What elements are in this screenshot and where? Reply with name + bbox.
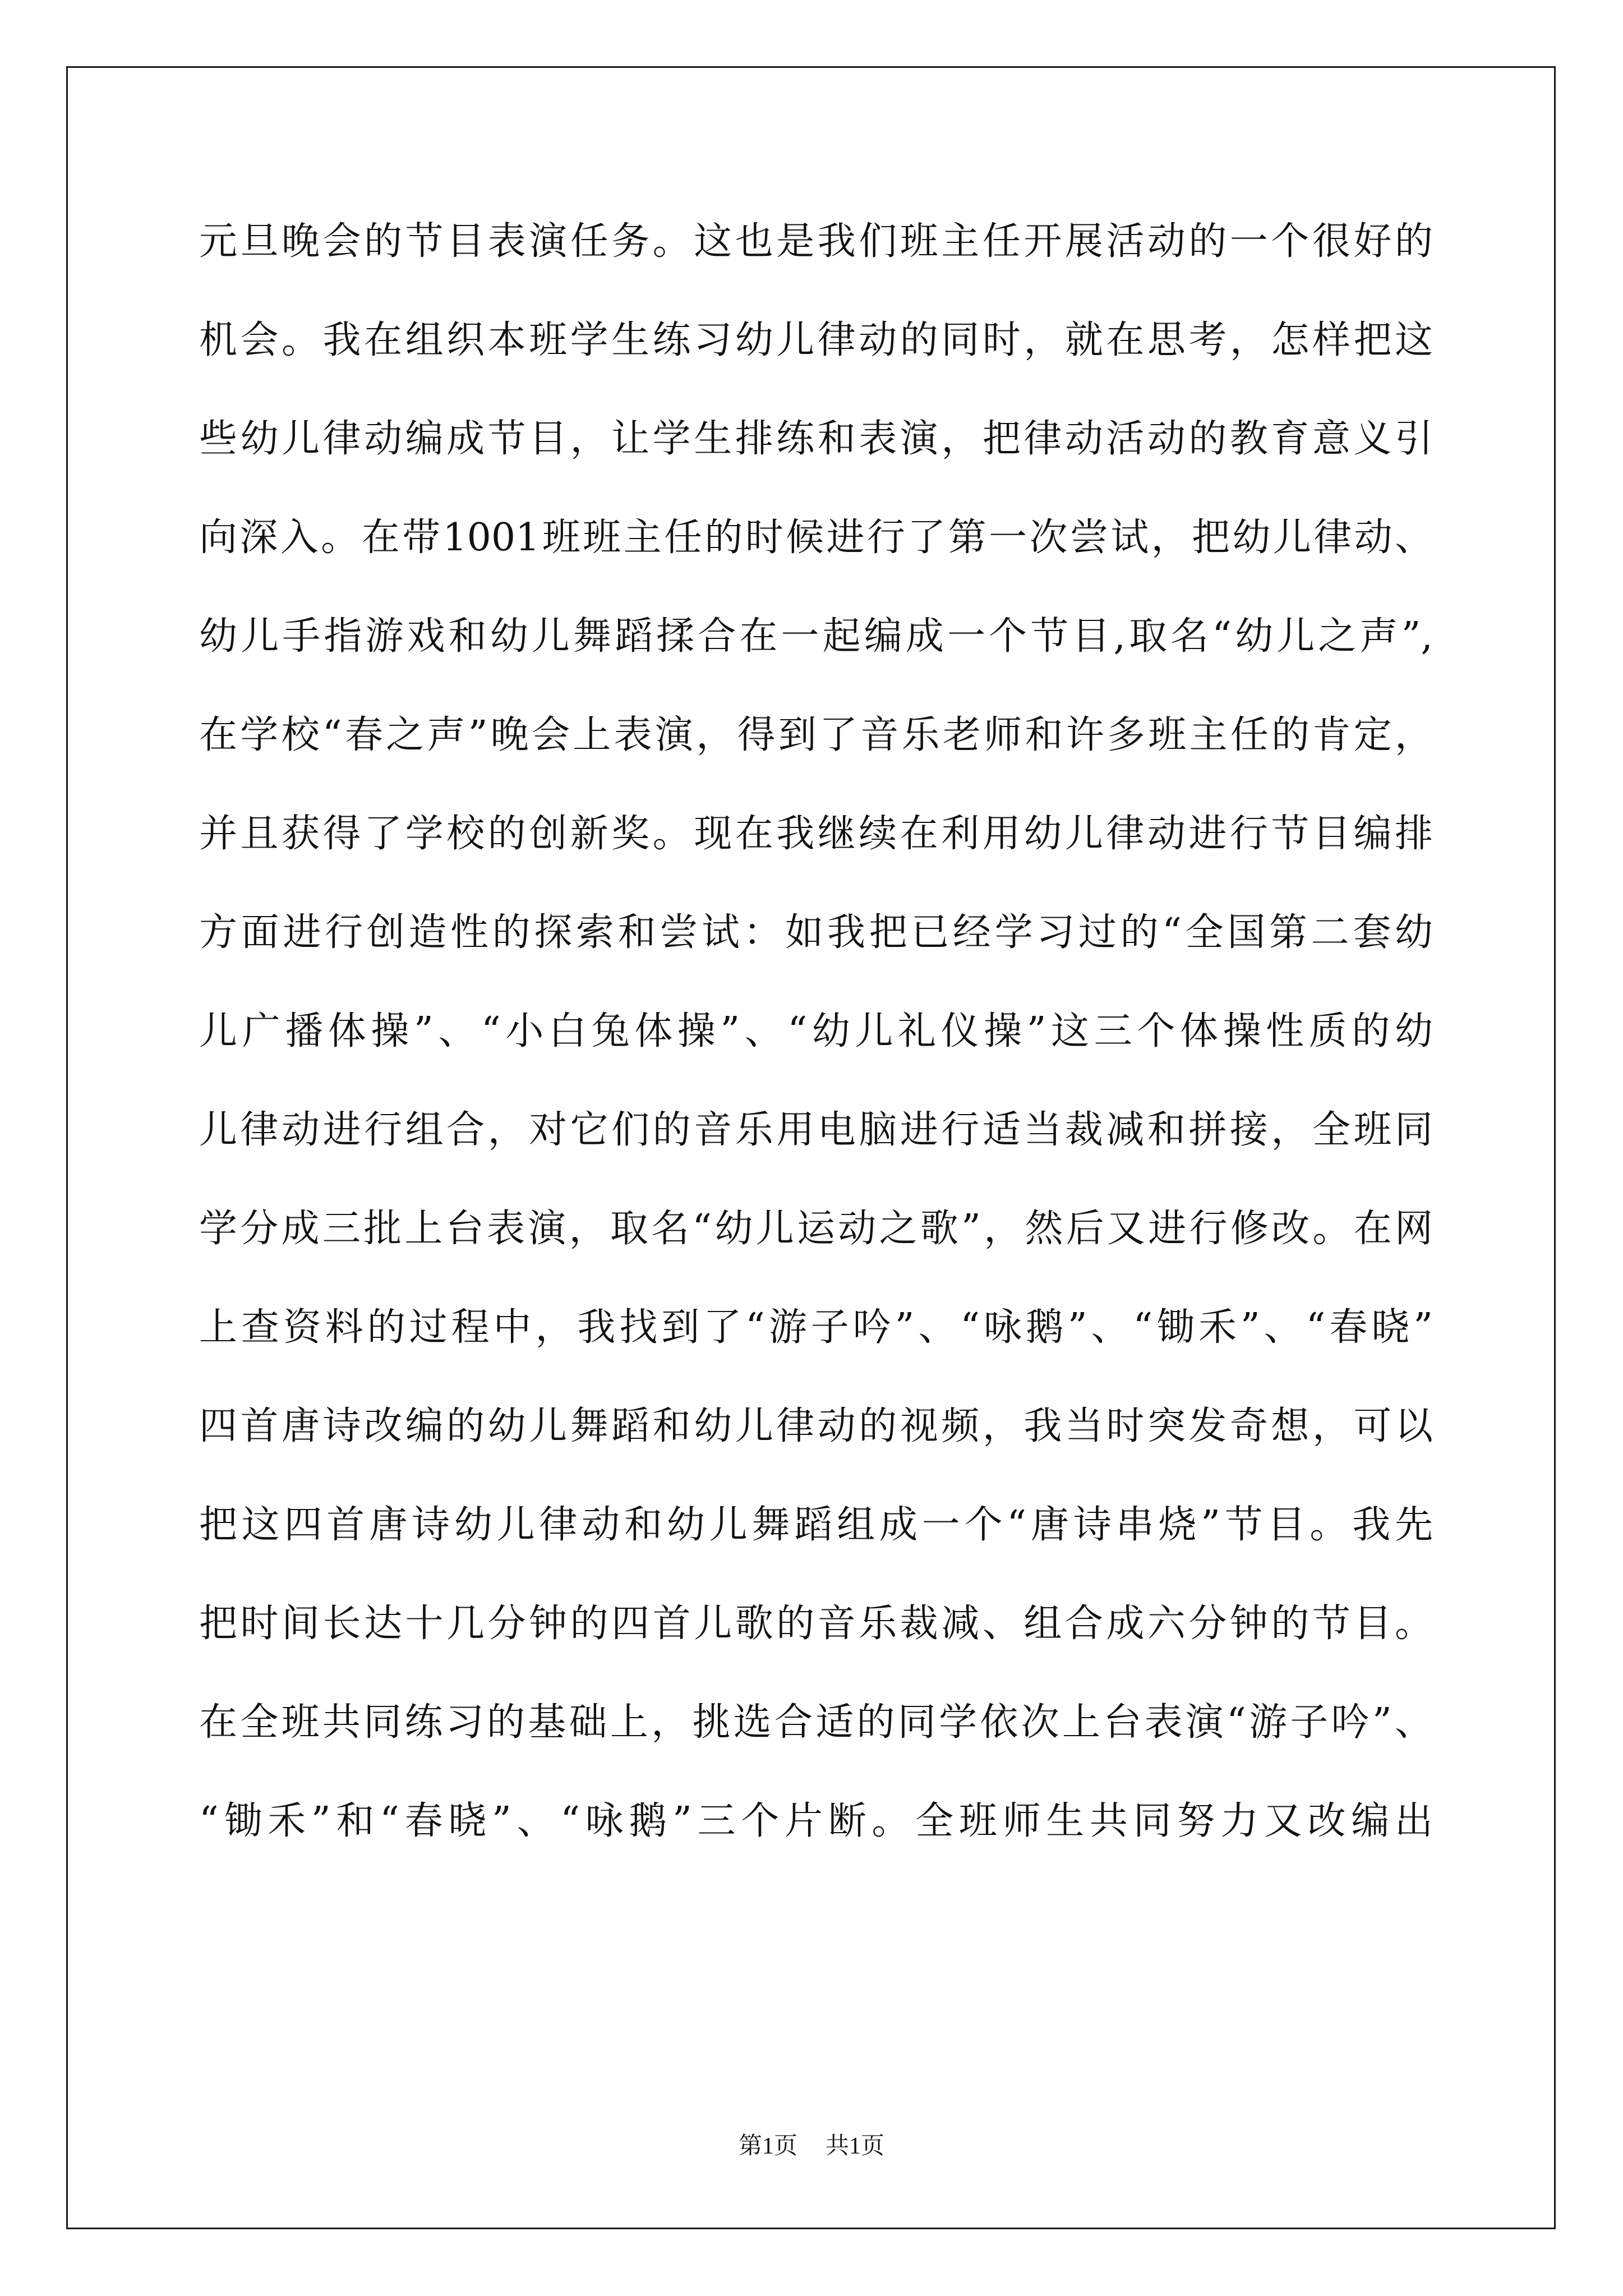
text-line: 儿广播体操”、“小白兔体操”、“幼儿礼仪操”这三个体操性质的幼 xyxy=(199,1009,1433,1053)
text-line: 幼儿手指游戏和幼儿舞蹈揉合在一起编成一个节目,取名“幼儿之声”, xyxy=(199,614,1433,659)
page-number: 第1页 xyxy=(738,2133,797,2159)
text-line: 把时间长达十几分钟的四首儿歌的音乐裁减、组合成六分钟的节目。 xyxy=(199,1602,1433,1646)
text-line: 元旦晚会的节目表演任务。这也是我们班主任开展活动的一个很好的 xyxy=(199,219,1433,264)
text-line: 上查资料的过程中，我找到了“游子吟”、“咏鹅”、“锄禾”、“春晓” xyxy=(199,1305,1433,1350)
text-line: 把这四首唐诗幼儿律动和幼儿舞蹈组成一个“唐诗串烧”节目。我先 xyxy=(199,1503,1433,1547)
text-line: 在全班共同练习的基础上，挑选合适的同学依次上台表演“游子吟”、 xyxy=(199,1700,1433,1745)
page-footer xyxy=(0,2127,1623,2161)
text-line: 些幼儿律动编成节目，让学生排练和表演，把律动活动的教育意义引 xyxy=(199,417,1433,461)
text-line: 机会。我在组织本班学生练习幼儿律动的同时，就在思考，怎样把这 xyxy=(199,318,1433,362)
text-line: 向深入。在带1001班班主任的时候进行了第一次尝试，把幼儿律动、 xyxy=(199,516,1433,560)
text-line: “锄禾”和“春晓”、“咏鹅”三个片断。全班师生共同努力又改编出 xyxy=(199,1799,1433,1843)
text-line: 儿律动进行组合，对它们的音乐用电脑进行适当裁减和拼接，全班同 xyxy=(199,1108,1433,1152)
text-line: 四首唐诗改编的幼儿舞蹈和幼儿律动的视频，我当时突发奇想，可以 xyxy=(199,1404,1433,1448)
text-line: 学分成三批上台表演，取名“幼儿运动之歌”，然后又进行修改。在网 xyxy=(199,1207,1433,1251)
text-line: 并且获得了学校的创新奖。现在我继续在利用幼儿律动进行节目编排 xyxy=(199,812,1433,856)
body-text xyxy=(199,216,1433,1894)
page-total: 共1页 xyxy=(826,2133,885,2159)
text-line: 在学校“春之声”晚会上表演，得到了音乐老师和许多班主任的肯定， xyxy=(199,713,1433,757)
text-line: 方面进行创造性的探索和尝试：如我把已经学习过的“全国第二套幼 xyxy=(199,910,1433,955)
